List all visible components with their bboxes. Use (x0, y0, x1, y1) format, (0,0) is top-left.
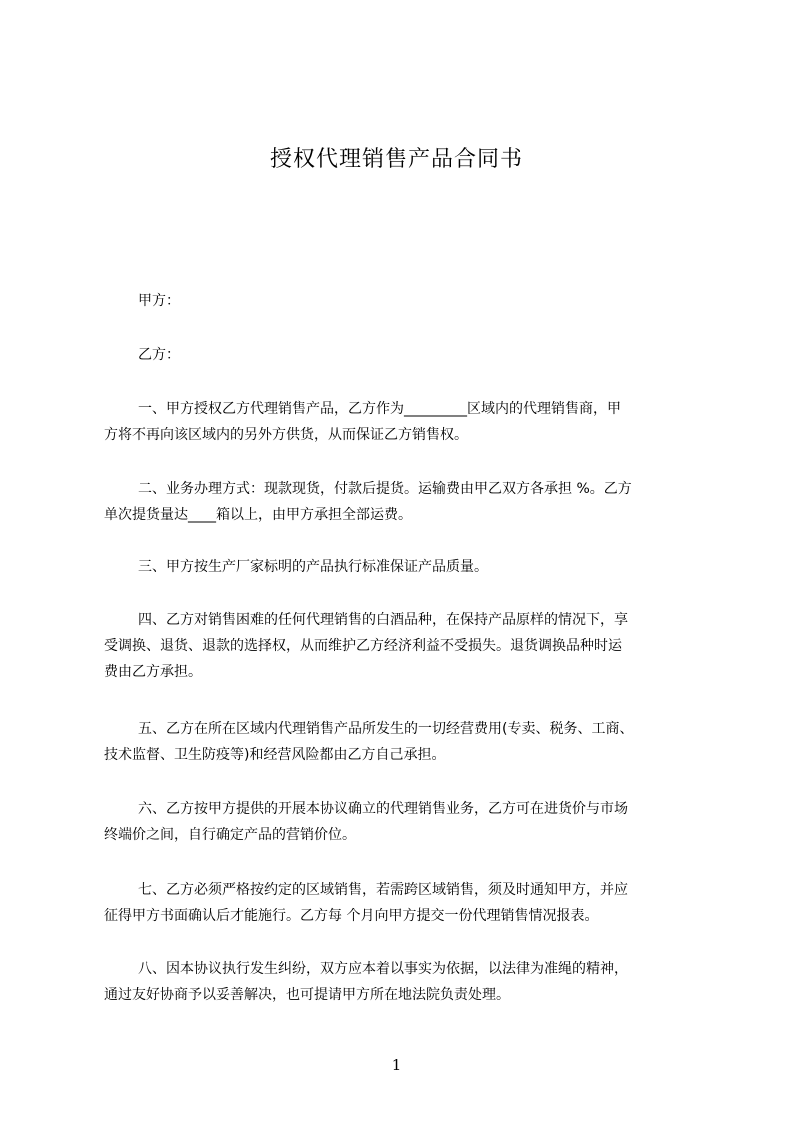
clause-1-line-2: 方将不再向该区域内的另外方供货，从而保证乙方销售权。 (104, 427, 468, 443)
clause-3 (104, 554, 704, 580)
clause-7 (104, 877, 704, 929)
party-b-label: 乙方： (138, 347, 180, 363)
clause-6 (104, 796, 704, 848)
clause-2 (104, 476, 704, 528)
clause-1 (104, 396, 704, 448)
clause-5 (104, 716, 704, 768)
document-title: 授权代理销售产品合同书 (269, 147, 523, 172)
clause-4-line-2: 受调换、退货、退款的选择权，从而维护乙方经济利益不受损失。退货调换品种时运 (104, 638, 622, 654)
party-a-label: 甲方： (138, 293, 180, 309)
page-number: 1 (391, 1056, 402, 1074)
clause-8-line-1: 八、因本协议执行发生纠纷，双方应本着以事实为依据，以法律为准绳的精神， (138, 961, 628, 977)
clause-4-line-1: 四、乙方对销售困难的任何代理销售的白酒品种，在保持产品原样的情况下，享 (138, 612, 628, 628)
clause-5-line-2: 技术监督、卫生防疫等)和经营风险都由乙方自己承担。 (104, 747, 446, 763)
clause-1-line-1: 一、甲方授权乙方代理销售产品，乙方作为_________区域内的代理销售商，甲 (138, 401, 621, 417)
clause-7-line-2: 征得甲方书面确认后才能施行。乙方每 个月向甲方提交一份代理销售情况报表。 (104, 908, 599, 924)
clause-8 (104, 956, 704, 1008)
clause-5-line-1: 五、乙方在所在区域内代理销售产品所发生的一切经营费用(专卖、税务、工商、 (138, 721, 634, 737)
clause-2-line-1: 二、业务办理方式：现款现货，付款后提货。运输费由甲乙双方各承担 %。乙方 (138, 481, 632, 497)
clause-6-line-2: 终端价之间，自行确定产品的营销价位。 (104, 827, 356, 843)
clause-2-line-2: 单次提货量达____箱以上，由甲方承担全部运费。 (104, 507, 412, 523)
clause-3-line-1: 三、甲方按生产厂家标明的产品执行标准保证产品质量。 (138, 559, 488, 575)
clause-8-line-2: 通过友好协商予以妥善解决，也可提请甲方所在地法院负责处理。 (104, 987, 510, 1003)
clause-4 (104, 607, 704, 685)
clause-4-line-3: 费由乙方承担。 (104, 664, 202, 680)
clause-7-line-1: 七、乙方必须严格按约定的区域销售，若需跨区域销售，须及时通知甲方，并应 (138, 882, 628, 898)
clause-6-line-1: 六、乙方按甲方提供的开展本协议确立的代理销售业务，乙方可在进货价与市场 (138, 801, 628, 817)
